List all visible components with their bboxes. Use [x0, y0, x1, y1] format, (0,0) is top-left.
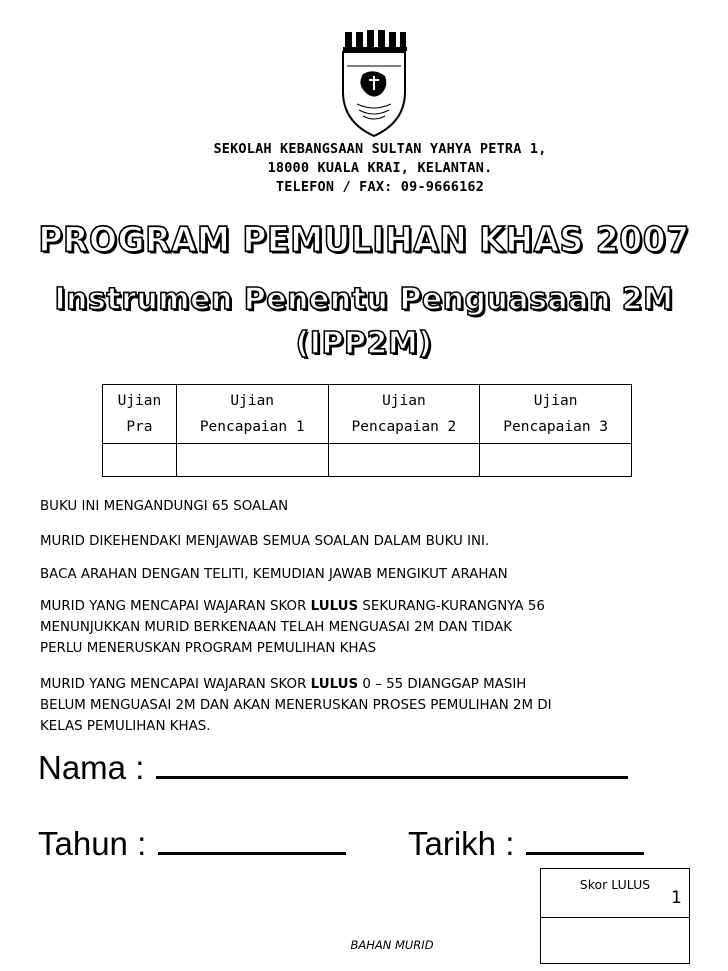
ujian-table: [102, 384, 632, 477]
ujian-score-cell[interactable]: [176, 444, 328, 477]
info-text: MENUNJUKKAN MURID BERKENAAN TELAH MENGUASAI 2M DAN TIDAK: [40, 620, 513, 635]
school-crest-logo: [335, 30, 413, 142]
info-read-instructions: BACA ARAHAN DENGAN TELITI, KEMUDIAN JAWAB MENGIKUT ARAHAN: [40, 567, 508, 582]
ujian-score-cell[interactable]: [480, 444, 632, 477]
page-number: 1: [671, 888, 682, 908]
school-header: [150, 140, 610, 197]
info-question-count: BUKU INI MENGANDUNGI 65 SOALAN: [40, 499, 289, 514]
info-answer-all: MURID DIKEHENDAKI MENJAWAB SEMUA SOALAN DALAM BUKU INI.: [40, 534, 490, 549]
ujian-score-cell[interactable]: [328, 444, 480, 477]
info-text: MURID YANG MENCAPAI WAJARAN SKOR: [40, 599, 311, 614]
tarikh-input-line[interactable]: [526, 824, 644, 855]
ujian-header-cell: [328, 385, 480, 444]
ujian-label: Ujian: [230, 393, 275, 409]
ujian-score-row: [103, 444, 632, 477]
tahun-field: [38, 824, 346, 863]
ujian-type: Pencapaian 3: [503, 419, 609, 435]
info-text: KELAS PEMULIHAN KHAS.: [40, 719, 211, 734]
info-fail-criteria: [40, 674, 700, 737]
tahun-input-line[interactable]: [158, 824, 346, 855]
instrument-abbrev: (IPP2M): [295, 326, 433, 361]
ujian-label: Ujian: [117, 393, 162, 409]
skor-label: Skor LULUS: [541, 869, 690, 918]
info-pass-criteria: [40, 596, 700, 659]
info-text: SEKURANG-KURANGNYA 56: [358, 599, 545, 614]
program-title: PROGRAM PEMULIHAN KHAS 2007: [38, 219, 690, 260]
info-text: BELUM MENGUASAI 2M DAN AKAN MENERUSKAN PROSES PEMULIHAN 2M DI: [40, 698, 552, 713]
ujian-label: Ujian: [533, 393, 578, 409]
ujian-header-cell: [176, 385, 328, 444]
ujian-type: Pra: [126, 419, 153, 435]
info-bold-lulus: LULUS: [310, 599, 359, 614]
tarikh-field: [408, 824, 644, 863]
ujian-label: Ujian: [382, 393, 426, 409]
school-phone: TELEFON / FAX: 09-9666162: [275, 179, 485, 195]
ujian-header-cell: [480, 385, 632, 444]
ujian-type: Pencapaian 1: [199, 419, 305, 435]
info-text: 0 – 55 DIANGGAP MASIH: [358, 677, 527, 692]
nama-input-line[interactable]: [156, 748, 628, 779]
nama-label: Nama :: [38, 749, 145, 786]
school-name: SEKOLAH KEBANGSAAN SULTAN YAHYA PETRA 1,: [213, 141, 547, 157]
nama-field: [38, 748, 628, 787]
info-text: MURID YANG MENCAPAI WAJARAN SKOR: [40, 677, 311, 692]
info-bold-lulus: LULUS: [310, 677, 359, 692]
tahun-label: Tahun :: [38, 825, 147, 862]
ujian-header-cell: [103, 385, 177, 444]
school-address: 18000 KUALA KRAI, KELANTAN.: [267, 160, 493, 176]
tarikh-label: Tarikh :: [408, 825, 515, 862]
ujian-header-row: [103, 385, 632, 444]
ujian-type: Pencapaian 2: [351, 419, 457, 435]
instrument-title: Instrumen Penentu Penguasaan 2M: [54, 282, 674, 317]
footer-label: BAHAN MURID: [350, 938, 434, 952]
info-text: PERLU MENERUSKAN PROGRAM PEMULIHAN KHAS: [40, 641, 377, 656]
ujian-score-cell[interactable]: [103, 444, 177, 477]
